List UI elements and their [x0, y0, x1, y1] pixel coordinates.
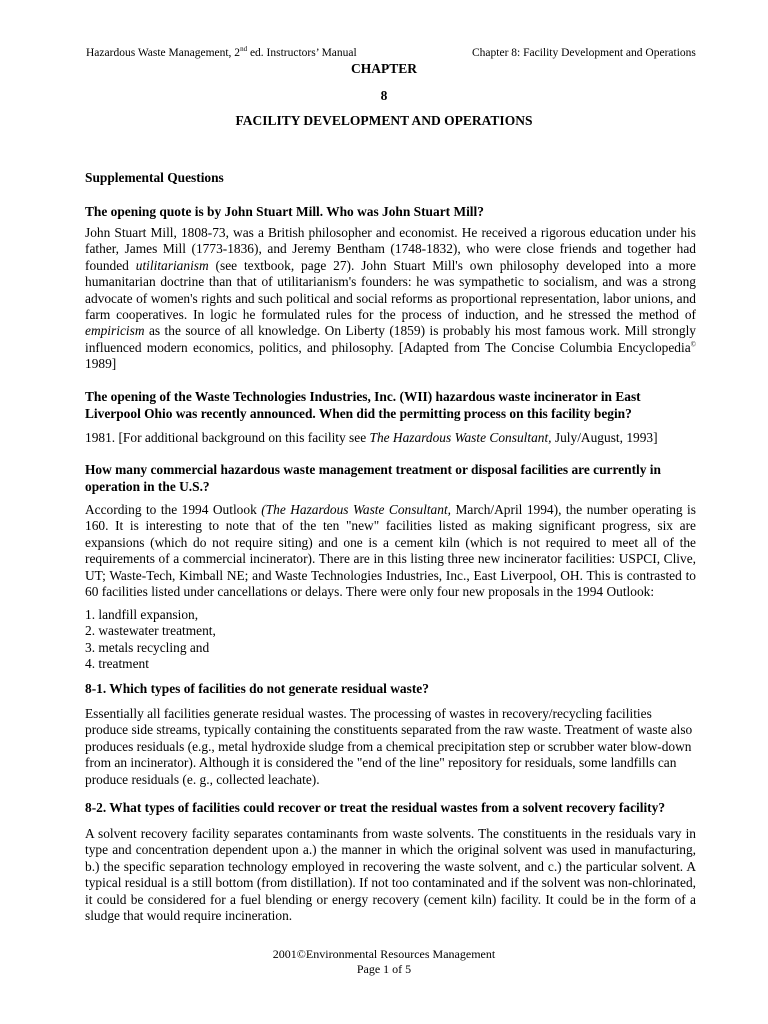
- header-superscript: nd: [240, 45, 248, 54]
- term-utilitarianism: utilitarianism: [135, 257, 209, 273]
- running-header-right: Chapter 8: Facility Development and Operations: [472, 47, 696, 59]
- header-book-title: Hazardous Waste Management, 2: [86, 47, 241, 59]
- header-book-title-rest: ed. Instructors’ Manual: [247, 47, 357, 59]
- new-proposals-list: [85, 607, 696, 673]
- chapter-title: FACILITY DEVELOPMENT AND OPERATIONS: [235, 113, 533, 128]
- source-citation: (The Hazardous Waste Consultant,: [261, 502, 452, 517]
- question-mill: The opening quote is by John Stuart Mill. Who was John Stuart Mill?: [85, 204, 484, 219]
- footer-page-number: Page 1 of 5: [356, 962, 412, 976]
- question-8-2: 8-2. What types of facilities could recover or treat the residual wastes from a solvent recovery facility?: [85, 800, 666, 815]
- list-item: 2. wastewater treatment,: [85, 623, 216, 639]
- supplemental-questions-heading: Supplemental Questions: [85, 170, 224, 185]
- question-8-1: 8-1. Which types of facilities do not generate residual waste?: [85, 681, 429, 696]
- running-header-left: [86, 46, 357, 60]
- list-item: 3. metals recycling and: [85, 639, 210, 655]
- answer-mill: John Stuart Mill, 1808-73, was a British philosopher and economist. He received a rigorous education under his father, James Mill (1773-1836), and Jeremy Bentham (1748-1832), who were close friends and together had founded utilitarianism (see textbook, page 27). John Stuart Mill's own philosophy developed into a more humanitarian doctrine than that of utilitarianism's founders: he was sympathetic to socialism, and was a strong advocate of women's rights and such political and social reforms as proportional representation, labor unions, and farm cooperatives. In logic he formulated rules for the process of induction, and he stressed the method of empiricism as the source of all knowledge. On Liberty (1859) is probably his most famous work. Mill strongly influenced modern economics, politics, and philosophy. [Adapted from The Concise Columbia Encyclopedia© 1989]: [85, 225, 696, 372]
- term-empiricism: empiricism: [85, 323, 145, 339]
- list-item: 1. landfill expansion,: [85, 607, 199, 622]
- answer-8-1: Essentially all facilities generate residual wastes. The processing of wastes in recovery/recycling facilities produce side streams, typically containing the constituents separated from the raw waste. Treatment of waste also produces residuals (e.g., metal hydroxide sludge from a chemical precipitation step or scrubber water blow-down from an incinerator). Although it is considered the "end of the line" repository for residuals, some landfills can produce residuals (e. g., collected leachate).: [85, 706, 693, 787]
- chapter-number: 8: [380, 88, 388, 103]
- footer-copyright: 2001©Environmental Resources Management: [272, 947, 496, 961]
- copyright-superscript: ©: [690, 340, 696, 349]
- chapter-label: CHAPTER: [350, 61, 417, 76]
- source-citation: The Hazardous Waste Consultant,: [369, 430, 552, 445]
- answer-8-2: A solvent recovery facility separates contaminants from waste solvents. The constituents in the residuals vary in type and concentration dependent upon a.) the manner in which the original solvent was used in manufacturing, b.) the specific separation technology employed in recovering the waste solvent, and c.) the particular solvent. A typical residual is a still bottom (from distillation). If not too contaminated and if the solvent was non-chlorinated, it could be considered for a fuel blending or energy recovery (cement kiln) facility. It could be in the form of a sludge that would require incineration.: [85, 826, 696, 924]
- question-commercial-facilities: How many commercial hazardous waste management treatment or disposal facilities are currently in operation in the U.S.?: [85, 462, 661, 494]
- answer-wti-permitting: 1981. [For additional background on this facility see The Hazardous Waste Consultant, July/August, 1993]: [85, 430, 658, 445]
- list-item: 4. treatment: [85, 656, 149, 672]
- question-wti-permitting: The opening of the Waste Technologies Industries, Inc. (WII) hazardous waste incinerator in East Liverpool Ohio was recently announced. When did the permitting process on this facility begin?: [85, 389, 641, 421]
- answer-commercial-facilities: According to the 1994 Outlook (The Hazardous Waste Consultant, March/April 1994), the number operating is 160. It is interesting to note that of the ten "new" facilities listed as making significant progress, six are expansions (which do not require siting) and one is a cement kiln (which is not required to meet all of the requirements of a commercial incinerator). There are in this listing three new incinerator facilities: USPCI, Clive, UT; Waste-Tech, Kimball NE; and Waste Technologies Industries, Inc., East Liverpool, OH. This is contrasted to 60 facilities listed under cancellations or delays. There were only four new proposals in the 1994 Outlook:: [85, 502, 696, 600]
